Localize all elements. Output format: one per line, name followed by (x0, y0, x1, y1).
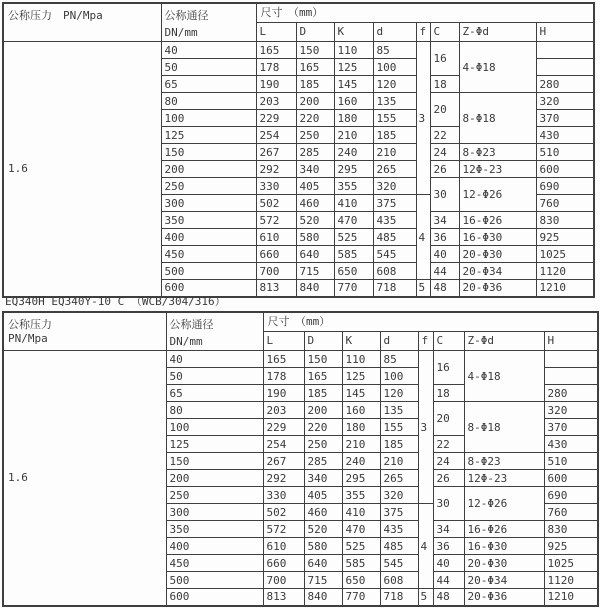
size-col-header-h: H (536, 22, 594, 41)
h-cell: 430 (544, 436, 598, 453)
h-cell: 690 (544, 487, 598, 504)
h-cell: 830 (544, 521, 598, 538)
c-cell: 18 (430, 76, 459, 93)
l-cell: 165 (263, 351, 304, 368)
c-cell: 48 (430, 280, 459, 297)
c-cell: 48 (433, 589, 464, 606)
d-cell: 435 (380, 521, 418, 538)
d-cell: 265 (380, 470, 418, 487)
k-cell: 145 (342, 385, 380, 402)
dn-cell: 300 (161, 195, 256, 212)
d-cell: 165 (304, 368, 342, 385)
d-cell: 85 (373, 42, 416, 59)
dn-cell: 450 (166, 555, 263, 572)
d-cell: 285 (296, 144, 334, 161)
c-cell: 22 (433, 436, 464, 453)
model-designation-text: EQ340H EQ340Y-10 C （WCB/304/316） (5, 295, 226, 308)
k-cell: 355 (334, 178, 373, 195)
d-cell: 435 (373, 212, 416, 229)
d-cell: 375 (380, 504, 418, 521)
size-col-header-l: L (263, 331, 304, 350)
l-cell: 292 (256, 161, 296, 178)
l-cell: 229 (256, 110, 296, 127)
c-cell: 36 (430, 229, 459, 246)
d-cell: 220 (296, 110, 334, 127)
d-cell: 320 (373, 178, 416, 195)
k-cell: 650 (334, 263, 373, 280)
d-cell: 100 (380, 368, 418, 385)
dn-cell: 40 (161, 42, 256, 59)
dn-column-header: 公称通径 DN/mm (166, 312, 263, 351)
z-cell: 12-Φ26 (464, 487, 544, 521)
l-cell: 267 (256, 144, 296, 161)
h-cell: 370 (536, 110, 594, 127)
z-cell: 20-Φ30 (459, 246, 536, 263)
z-cell: 20-Φ36 (464, 589, 544, 606)
k-cell: 355 (342, 487, 380, 504)
h-cell: 760 (544, 504, 598, 521)
d-cell: 840 (296, 280, 334, 297)
d-cell: 250 (304, 436, 342, 453)
d-cell: 150 (304, 351, 342, 368)
size-col-header-k: K (342, 331, 380, 350)
f-cell: 3 (418, 351, 433, 504)
d-cell: 100 (373, 59, 416, 76)
k-cell: 295 (334, 161, 373, 178)
l-cell: 610 (263, 538, 304, 555)
l-cell: 700 (256, 263, 296, 280)
dn-cell: 65 (166, 385, 263, 402)
c-cell: 26 (430, 161, 459, 178)
k-cell: 240 (342, 453, 380, 470)
c-cell: 30 (433, 487, 464, 521)
d-cell: 580 (296, 229, 334, 246)
c-cell: 18 (433, 385, 464, 402)
k-cell: 110 (342, 351, 380, 368)
z-cell: 8-Φ18 (464, 402, 544, 453)
z-cell: 4-Φ18 (459, 42, 536, 93)
size-col-header-f: f (416, 22, 430, 41)
c-cell: 30 (430, 178, 459, 212)
d-cell: 220 (304, 419, 342, 436)
d-cell: 840 (304, 589, 342, 606)
k-cell: 585 (342, 555, 380, 572)
dn-column-header: 公称通径 DN/mm (161, 3, 256, 42)
l-cell: 203 (263, 402, 304, 419)
k-cell: 160 (334, 93, 373, 110)
h-cell: 760 (536, 195, 594, 212)
l-cell: 700 (263, 572, 304, 589)
d-cell: 715 (296, 263, 334, 280)
size-col-header-l: L (256, 22, 296, 41)
l-cell: 254 (256, 127, 296, 144)
c-cell: 36 (433, 538, 464, 555)
z-cell: 12-Φ26 (459, 178, 536, 212)
l-cell: 330 (256, 178, 296, 195)
k-cell: 525 (342, 538, 380, 555)
dn-cell: 600 (166, 589, 263, 606)
dn-cell: 65 (161, 76, 256, 93)
d-cell: 185 (296, 76, 334, 93)
k-cell: 125 (334, 59, 373, 76)
k-cell: 410 (334, 195, 373, 212)
h-cell (536, 42, 594, 59)
c-cell: 20 (430, 93, 459, 127)
c-cell: 16 (433, 351, 464, 385)
k-cell: 240 (334, 144, 373, 161)
dn-cell: 100 (161, 110, 256, 127)
l-cell: 610 (256, 229, 296, 246)
l-cell: 660 (263, 555, 304, 572)
dn-cell: 100 (166, 419, 263, 436)
c-cell: 22 (430, 127, 459, 144)
d-cell: 200 (304, 402, 342, 419)
dn-cell: 400 (166, 538, 263, 555)
dn-cell: 150 (166, 453, 263, 470)
dn-cell: 150 (161, 144, 256, 161)
k-cell: 125 (342, 368, 380, 385)
d-cell: 718 (380, 589, 418, 606)
d-cell: 375 (373, 195, 416, 212)
d-cell: 340 (304, 470, 342, 487)
d-cell: 85 (380, 351, 418, 368)
d-cell: 165 (296, 59, 334, 76)
dn-cell: 125 (161, 127, 256, 144)
size-col-header-d: D (296, 22, 334, 41)
d-cell: 120 (373, 76, 416, 93)
dn-cell: 500 (166, 572, 263, 589)
dn-cell: 350 (161, 212, 256, 229)
table-row (3, 42, 594, 59)
k-cell: 410 (342, 504, 380, 521)
d-cell: 718 (373, 280, 416, 297)
d-cell: 200 (296, 93, 334, 110)
c-cell: 24 (430, 144, 459, 161)
size-col-header-z: Z-Φd (464, 331, 544, 350)
l-cell: 178 (263, 368, 304, 385)
pressure-value: 1.6 (3, 42, 161, 297)
dn-cell: 500 (161, 263, 256, 280)
z-cell: 12Φ-23 (459, 161, 536, 178)
h-cell: 280 (536, 76, 594, 93)
z-cell: 16-Φ30 (464, 538, 544, 555)
dn-cell: 300 (166, 504, 263, 521)
d-cell: 405 (296, 178, 334, 195)
spec-table-top (2, 2, 595, 298)
f-cell: 4 (416, 195, 430, 280)
l-cell: 660 (256, 246, 296, 263)
d-cell: 150 (296, 42, 334, 59)
k-cell: 650 (342, 572, 380, 589)
d-cell: 120 (380, 385, 418, 402)
d-cell: 285 (304, 453, 342, 470)
l-cell: 178 (256, 59, 296, 76)
l-cell: 502 (263, 504, 304, 521)
l-cell: 813 (263, 589, 304, 606)
z-cell: 12Φ-23 (464, 470, 544, 487)
d-cell: 460 (296, 195, 334, 212)
d-cell: 155 (373, 110, 416, 127)
c-cell: 40 (430, 246, 459, 263)
z-cell: 20-Φ36 (459, 280, 536, 297)
d-cell: 210 (380, 453, 418, 470)
pressure-column-header: 公称压力 PN/Mpa (3, 3, 161, 42)
c-cell: 34 (430, 212, 459, 229)
dn-cell: 250 (161, 178, 256, 195)
z-cell: 16-Φ26 (464, 521, 544, 538)
dn-cell: 50 (161, 59, 256, 76)
h-cell: 600 (544, 470, 598, 487)
l-cell: 229 (263, 419, 304, 436)
size-col-header-c: C (430, 22, 459, 41)
h-cell: 1210 (544, 589, 598, 606)
z-cell: 8-Φ23 (459, 144, 536, 161)
c-cell: 26 (433, 470, 464, 487)
c-cell: 44 (430, 263, 459, 280)
k-cell: 295 (342, 470, 380, 487)
size-col-header-f: f (418, 331, 433, 350)
dn-cell: 400 (161, 229, 256, 246)
d-cell: 580 (304, 538, 342, 555)
h-cell: 370 (544, 419, 598, 436)
size-col-header-k: K (334, 22, 373, 41)
d-cell: 460 (304, 504, 342, 521)
dn-cell: 600 (161, 280, 256, 297)
h-cell: 925 (544, 538, 598, 555)
table-row (3, 351, 598, 368)
h-cell: 1120 (544, 572, 598, 589)
z-cell: 8-Φ18 (459, 93, 536, 144)
d-cell: 608 (380, 572, 418, 589)
h-cell: 690 (536, 178, 594, 195)
d-cell: 545 (380, 555, 418, 572)
f-cell: 5 (416, 280, 430, 297)
c-cell: 44 (433, 572, 464, 589)
l-cell: 203 (256, 93, 296, 110)
z-cell: 20-Φ34 (464, 572, 544, 589)
c-cell: 20 (433, 402, 464, 436)
d-cell: 485 (380, 538, 418, 555)
d-cell: 155 (380, 419, 418, 436)
h-cell: 510 (544, 453, 598, 470)
k-cell: 180 (334, 110, 373, 127)
dn-cell: 200 (166, 470, 263, 487)
dn-cell: 125 (166, 436, 263, 453)
l-cell: 190 (256, 76, 296, 93)
d-cell: 135 (380, 402, 418, 419)
l-cell: 190 (263, 385, 304, 402)
c-cell: 24 (433, 453, 464, 470)
h-cell: 1025 (536, 246, 594, 263)
d-cell: 185 (380, 436, 418, 453)
d-cell: 265 (373, 161, 416, 178)
h-cell: 925 (536, 229, 594, 246)
k-cell: 110 (334, 42, 373, 59)
h-cell: 280 (544, 385, 598, 402)
size-col-header-d: d (380, 331, 418, 350)
h-cell: 320 (544, 402, 598, 419)
d-cell: 320 (380, 487, 418, 504)
dn-cell: 80 (166, 402, 263, 419)
size-group-header: 尺寸 （mm） (256, 3, 594, 22)
d-cell: 520 (296, 212, 334, 229)
d-cell: 545 (373, 246, 416, 263)
size-col-header-c: C (433, 331, 464, 350)
dn-cell: 80 (161, 93, 256, 110)
d-cell: 135 (373, 93, 416, 110)
l-cell: 330 (263, 487, 304, 504)
d-cell: 715 (304, 572, 342, 589)
d-cell: 640 (296, 246, 334, 263)
l-cell: 165 (256, 42, 296, 59)
k-cell: 525 (334, 229, 373, 246)
dn-cell: 50 (166, 368, 263, 385)
k-cell: 770 (334, 280, 373, 297)
z-cell: 16-Φ30 (459, 229, 536, 246)
l-cell: 292 (263, 470, 304, 487)
c-cell: 16 (430, 42, 459, 76)
c-cell: 34 (433, 521, 464, 538)
d-cell: 185 (304, 385, 342, 402)
d-cell: 520 (304, 521, 342, 538)
h-cell: 1210 (536, 280, 594, 297)
l-cell: 502 (256, 195, 296, 212)
pressure-column-header: 公称压力 PN/Mpa (3, 312, 166, 351)
k-cell: 470 (342, 521, 380, 538)
k-cell: 145 (334, 76, 373, 93)
z-cell: 8-Φ23 (464, 453, 544, 470)
l-cell: 572 (256, 212, 296, 229)
l-cell: 572 (263, 521, 304, 538)
h-cell: 510 (536, 144, 594, 161)
d-cell: 210 (373, 144, 416, 161)
d-cell: 608 (373, 263, 416, 280)
h-cell: 430 (536, 127, 594, 144)
d-cell: 340 (296, 161, 334, 178)
dn-cell: 200 (161, 161, 256, 178)
h-cell: 1120 (536, 263, 594, 280)
z-cell: 20-Φ30 (464, 555, 544, 572)
h-cell: 320 (536, 93, 594, 110)
k-cell: 770 (342, 589, 380, 606)
h-cell: 1025 (544, 555, 598, 572)
h-cell (544, 351, 598, 368)
l-cell: 813 (256, 280, 296, 297)
l-cell: 267 (263, 453, 304, 470)
z-cell: 16-Φ26 (459, 212, 536, 229)
z-cell: 20-Φ34 (459, 263, 536, 280)
d-cell: 485 (373, 229, 416, 246)
d-cell: 405 (304, 487, 342, 504)
k-cell: 210 (334, 127, 373, 144)
h-cell (544, 368, 598, 385)
f-cell: 4 (418, 504, 433, 589)
size-col-header-d: d (373, 22, 416, 41)
f-cell: 5 (418, 589, 433, 606)
c-cell: 40 (433, 555, 464, 572)
z-cell: 4-Φ18 (464, 351, 544, 402)
dn-cell: 450 (161, 246, 256, 263)
spec-table-bottom (2, 311, 599, 607)
k-cell: 180 (342, 419, 380, 436)
k-cell: 585 (334, 246, 373, 263)
dn-cell: 350 (166, 521, 263, 538)
h-cell (536, 59, 594, 76)
pressure-value: 1.6 (3, 351, 166, 606)
k-cell: 160 (342, 402, 380, 419)
k-cell: 210 (342, 436, 380, 453)
d-cell: 250 (296, 127, 334, 144)
d-cell: 185 (373, 127, 416, 144)
size-col-header-h: H (544, 331, 598, 350)
size-group-header: 尺寸 （mm） (263, 312, 598, 331)
size-col-header-z: Z-Φd (459, 22, 536, 41)
d-cell: 640 (304, 555, 342, 572)
h-cell: 830 (536, 212, 594, 229)
dn-cell: 40 (166, 351, 263, 368)
l-cell: 254 (263, 436, 304, 453)
size-col-header-d: D (304, 331, 342, 350)
dn-cell: 250 (166, 487, 263, 504)
f-cell: 3 (416, 42, 430, 195)
k-cell: 470 (334, 212, 373, 229)
h-cell: 600 (536, 161, 594, 178)
